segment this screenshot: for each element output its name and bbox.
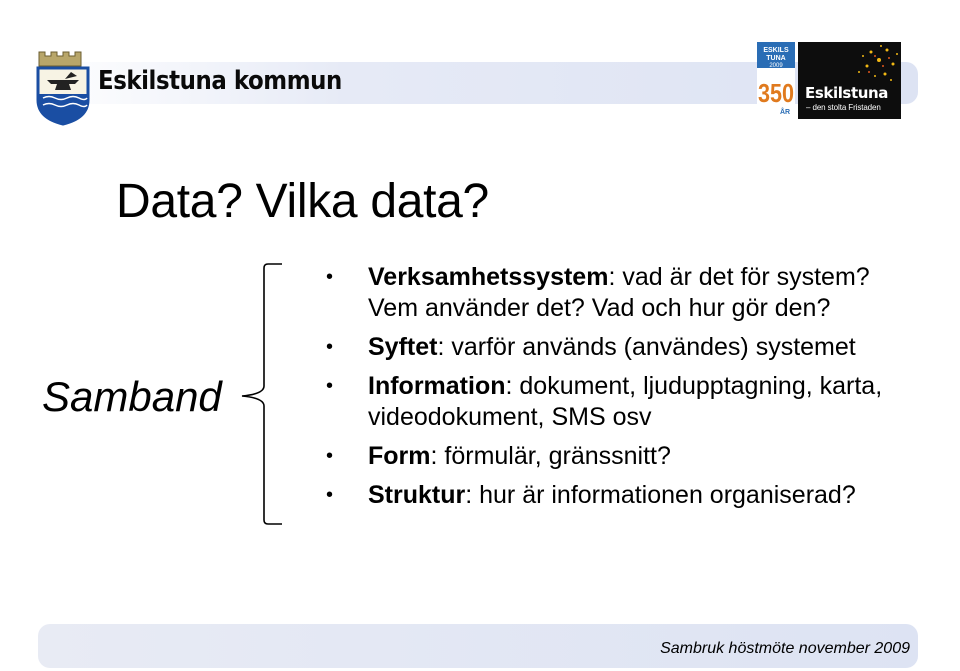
- bullet-item: [326, 371, 926, 433]
- bullet-text: : hur är informationen organiserad?: [465, 481, 856, 509]
- left-brace-icon: [238, 262, 284, 533]
- badge-city-name: Eskilstuna: [805, 84, 889, 102]
- bullet-term: Form: [368, 442, 431, 470]
- anniversary-350-badge: [757, 42, 795, 125]
- bullet-icon: •: [326, 484, 334, 506]
- bullet-term: Verksamhetssystem: [368, 263, 609, 291]
- brand-name: Eskilstuna kommun: [98, 66, 342, 96]
- badge-city-tagline: – den stolta Fristaden: [806, 103, 881, 112]
- bullet-term: Struktur: [368, 481, 466, 509]
- bullet-item: [326, 480, 926, 511]
- side-label: Samband: [42, 373, 222, 420]
- bullet-term: Syftet: [368, 333, 438, 361]
- badge-350-year: 2009: [769, 63, 783, 69]
- bullet-term: Information: [368, 372, 506, 400]
- badge-350-digits: 350: [758, 78, 794, 108]
- badge-350-line2: TUNA: [766, 55, 786, 62]
- bullet-icon: •: [326, 375, 334, 397]
- bullet-icon: •: [326, 266, 334, 288]
- slide-title: Data? Vilka data?: [116, 175, 489, 228]
- bullet-text: : förmulär, gränssnitt?: [430, 442, 671, 470]
- bullet-item: [326, 262, 926, 324]
- bullet-text: : varför används (användes) systemet: [437, 333, 856, 361]
- badge-350-line1: ESKILS: [763, 47, 789, 54]
- bullet-icon: •: [326, 336, 334, 358]
- badge-350-suffix: ÅR: [779, 109, 791, 116]
- coat-of-arms-icon: [35, 48, 91, 131]
- footer-text: Sambruk höstmöte november 2009: [660, 640, 910, 657]
- bullet-icon: •: [326, 445, 334, 467]
- bullet-item: [326, 441, 926, 472]
- bullet-text: : vad är det för system? Vem använder det? Vad och hur gör den?: [368, 263, 870, 322]
- bullet-list: [326, 262, 926, 519]
- bullet-item: [326, 332, 926, 363]
- bullet-text: : dokument, ljudupptagning, karta, videodokument, SMS osv: [368, 372, 883, 431]
- eskilstuna-city-badge: [798, 42, 901, 119]
